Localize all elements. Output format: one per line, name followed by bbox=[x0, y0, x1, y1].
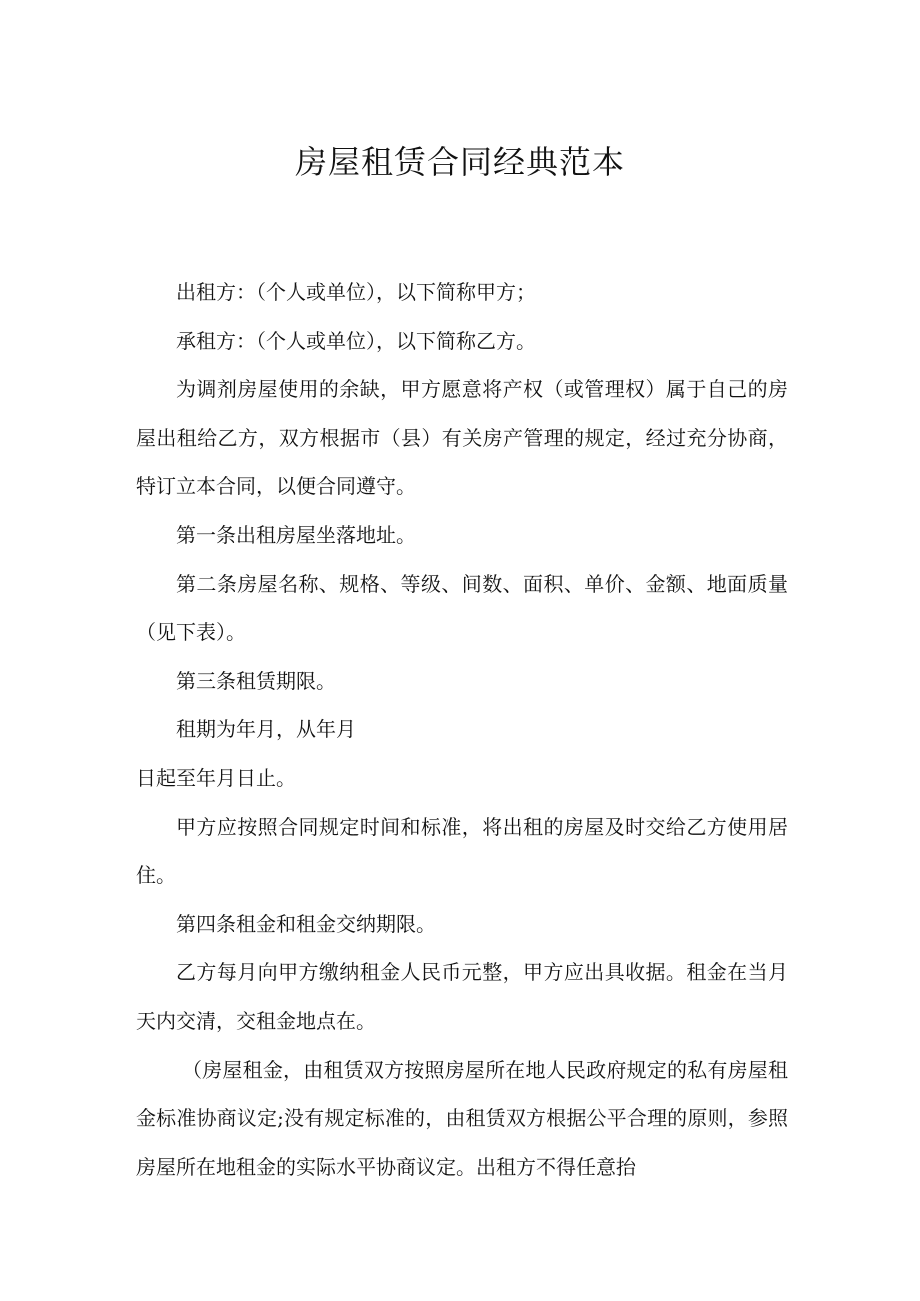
document-title: 房屋租赁合同经典范本 bbox=[294, 143, 625, 181]
paragraph-lease-term-end: 日起至年月日止。 bbox=[136, 765, 296, 790]
paragraph-handover: 甲方应按照合同规定时间和标准，将出租的房屋及时交给乙方使用居住。 bbox=[136, 814, 788, 888]
paragraph-lessee: 承租方：（个人或单位），以下简称乙方。 bbox=[176, 328, 536, 353]
paragraph-lease-term: 租期为年月，从年月 bbox=[176, 717, 356, 742]
paragraph-article-3: 第三条租赁期限。 bbox=[176, 668, 336, 693]
paragraph-article-2: 第二条房屋名称、规格、等级、间数、面积、单价、金额、地面质量（见下表）。 bbox=[136, 571, 788, 645]
paragraph-rent-note: （房屋租金，由租赁双方按照房屋所在地人民政府规定的私有房屋租金标准协商议定;没有规定标准的，由租赁双方根据公平合理的原则，参照房屋所在地租金的实际水平协商议定。出租方不得任意抬 bbox=[136, 1057, 788, 1179]
document-body bbox=[136, 268, 788, 1191]
paragraph-article-4: 第四条租金和租金交纳期限。 bbox=[176, 911, 436, 936]
paragraph-rent-payment: 乙方每月向甲方缴纳租金人民币元整，甲方应出具收据。租金在当月天内交清，交租金地点在。 bbox=[136, 960, 788, 1033]
paragraph-purpose: 为调剂房屋使用的余缺，甲方愿意将产权（或管理权）属于自己的房屋出租给乙方，双方根据市（县）有关房产管理的规定，经过充分协商，特订立本合同，以便合同遵守。 bbox=[136, 377, 788, 499]
paragraph-article-1: 第一条出租房屋坐落地址。 bbox=[176, 522, 416, 547]
paragraph-lessor: 出租方：（个人或单位），以下简称甲方； bbox=[176, 280, 536, 304]
